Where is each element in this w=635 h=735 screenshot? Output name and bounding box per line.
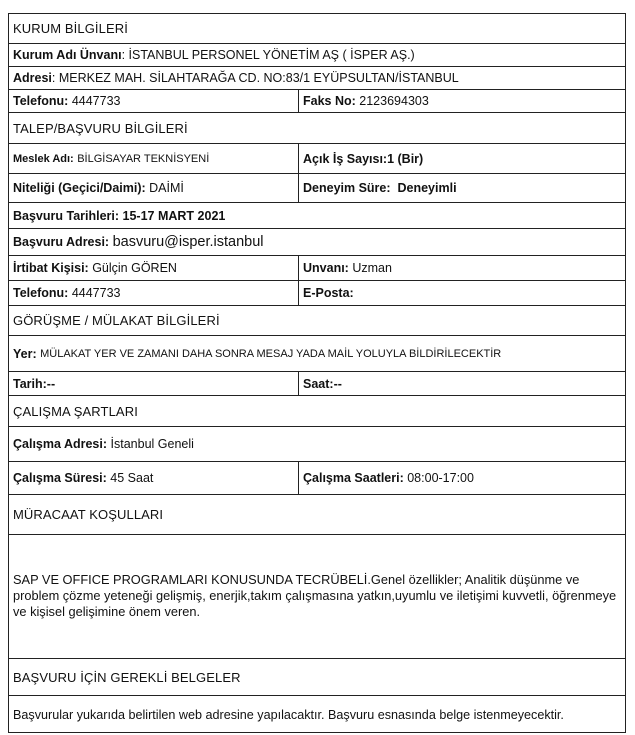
field-label: E-Posta: [303,286,354,300]
calisma-adresi-value: İstanbul Geneli [110,437,194,451]
section-title: KURUM BİLGİLERİ [13,21,128,36]
section-title: GÖRÜŞME / MÜLAKAT BİLGİLERİ [13,313,220,328]
section-header-belgeler [9,658,625,695]
meslek-value: BİLGİSAYAR TEKNİSYENİ [77,152,210,165]
kurum-adi-value: İSTANBUL PERSONEL YÖNETİM AŞ ( İSPER AŞ.) [128,48,415,62]
field-label: Yer: [13,346,37,361]
field-label: İrtibat Kişisi: [13,261,89,275]
telefon-value: 4447733 [71,94,121,108]
section-header-kurum [9,14,625,43]
gorusme-tarih: Tarih:-- [13,376,56,391]
row-nitelik [9,173,625,202]
row-yer [9,335,625,371]
row-tel-eposta [9,280,625,305]
section-header-talep [9,112,625,143]
calisma-suresi-value: 45 Saat [110,471,154,485]
row-adres: Adresi : MERKEZ MAH. SİLAHTARAĞA CD. NO:83/1 EYÜPSULTAN/İSTANBUL [9,66,625,89]
field-label: Deneyim Süre: [303,181,391,195]
tel-value: 4447733 [71,286,121,300]
unvan-value: Uzman [352,261,392,275]
field-label: Unvanı: [303,261,349,275]
muracaat-text: SAP VE OFFICE PROGRAMLARI KONUSUNDA TECRÜBELİ.Genel özellikler; Analitik düşünme ve problem çözme yeteneği gelişmiş, enerjik,takım çalışmasına yatkın,uyumlu ve iletişimi kuvvetli, öğrenmeye ve kişisel gelişimine önem veren. [13,572,617,619]
yer-value: MÜLAKAT YER VE ZAMANI DAHA SONRA MESAJ YADA MAİL YOLUYLA BİLDİRİLECEKTİR [40,347,502,360]
nitelik-value: DAİMİ [149,181,184,195]
section-title: BAŞVURU İÇİN GEREKLİ BELGELER [13,669,241,685]
adres-value: MERKEZ MAH. SİLAHTARAĞA CD. NO:83/1 EYÜPSULTAN/İSTANBUL [58,71,459,85]
field-label: Adresi [13,71,52,85]
row-basvuru-tarihleri [9,202,625,228]
field-label: Çalışma Süresi: [13,471,107,485]
section-title: MÜRACAAT KOŞULLARI [13,507,164,522]
deneyim-value: Deneyimli [397,181,457,195]
field-label: Çalışma Saatleri: [303,471,404,485]
field-label: Çalışma Adresi: [13,437,108,451]
calisma-saatleri-value: 08:00-17:00 [407,471,474,485]
row-muracaat-text [9,534,625,658]
row-belgeler-text [9,695,625,734]
row-calisma-adresi [9,426,625,461]
section-header-gorusme [9,305,625,335]
field-label: Niteliği (Geçici/Daimi): [13,181,146,195]
section-title: TALEP/BAŞVURU BİLGİLERİ [13,120,188,136]
row-telefon-faks [9,89,625,112]
row-basvuru-adresi [9,228,625,255]
field-label: Kurum Adı Ünvanı [13,48,122,62]
job-posting-form [8,13,626,733]
basvuru-adresi-link[interactable]: basvuru@isper.istanbul [112,234,264,250]
field-label: Telefonu: [13,286,69,300]
irtibat-value: Gülçin GÖREN [92,261,177,275]
row-tarih-saat [9,371,625,395]
row-calisma-suresi [9,461,625,494]
section-header-muracaat [9,494,625,534]
field-label: Faks No: [303,94,356,108]
field-label: Başvuru Adresi: [13,235,110,249]
row-irtibat [9,255,625,280]
row-kurum-adi: Kurum Adı Ünvanı : İSTANBUL PERSONEL YÖNETİM AŞ ( İSPER AŞ.) [9,43,625,66]
basvuru-tarihleri: Başvuru Tarihleri: 15-17 MART 2021 [13,208,226,223]
gorusme-saat: Saat:-- [303,376,342,391]
section-title: ÇALIŞMA ŞARTLARI [13,403,138,419]
acik-is-sayisi: Açık İş Sayısı:1 (Bir) [303,151,424,166]
field-label: Telefonu: [13,94,69,108]
section-header-calisma [9,395,625,426]
belgeler-text: Başvurular yukarıda belirtilen web adresine yapılacaktır. Başvuru esnasında belge istenmeyecektir. [13,708,564,722]
row-meslek [9,143,625,173]
faks-value: 2123694303 [359,94,429,108]
field-label: Meslek Adı: [13,152,74,165]
